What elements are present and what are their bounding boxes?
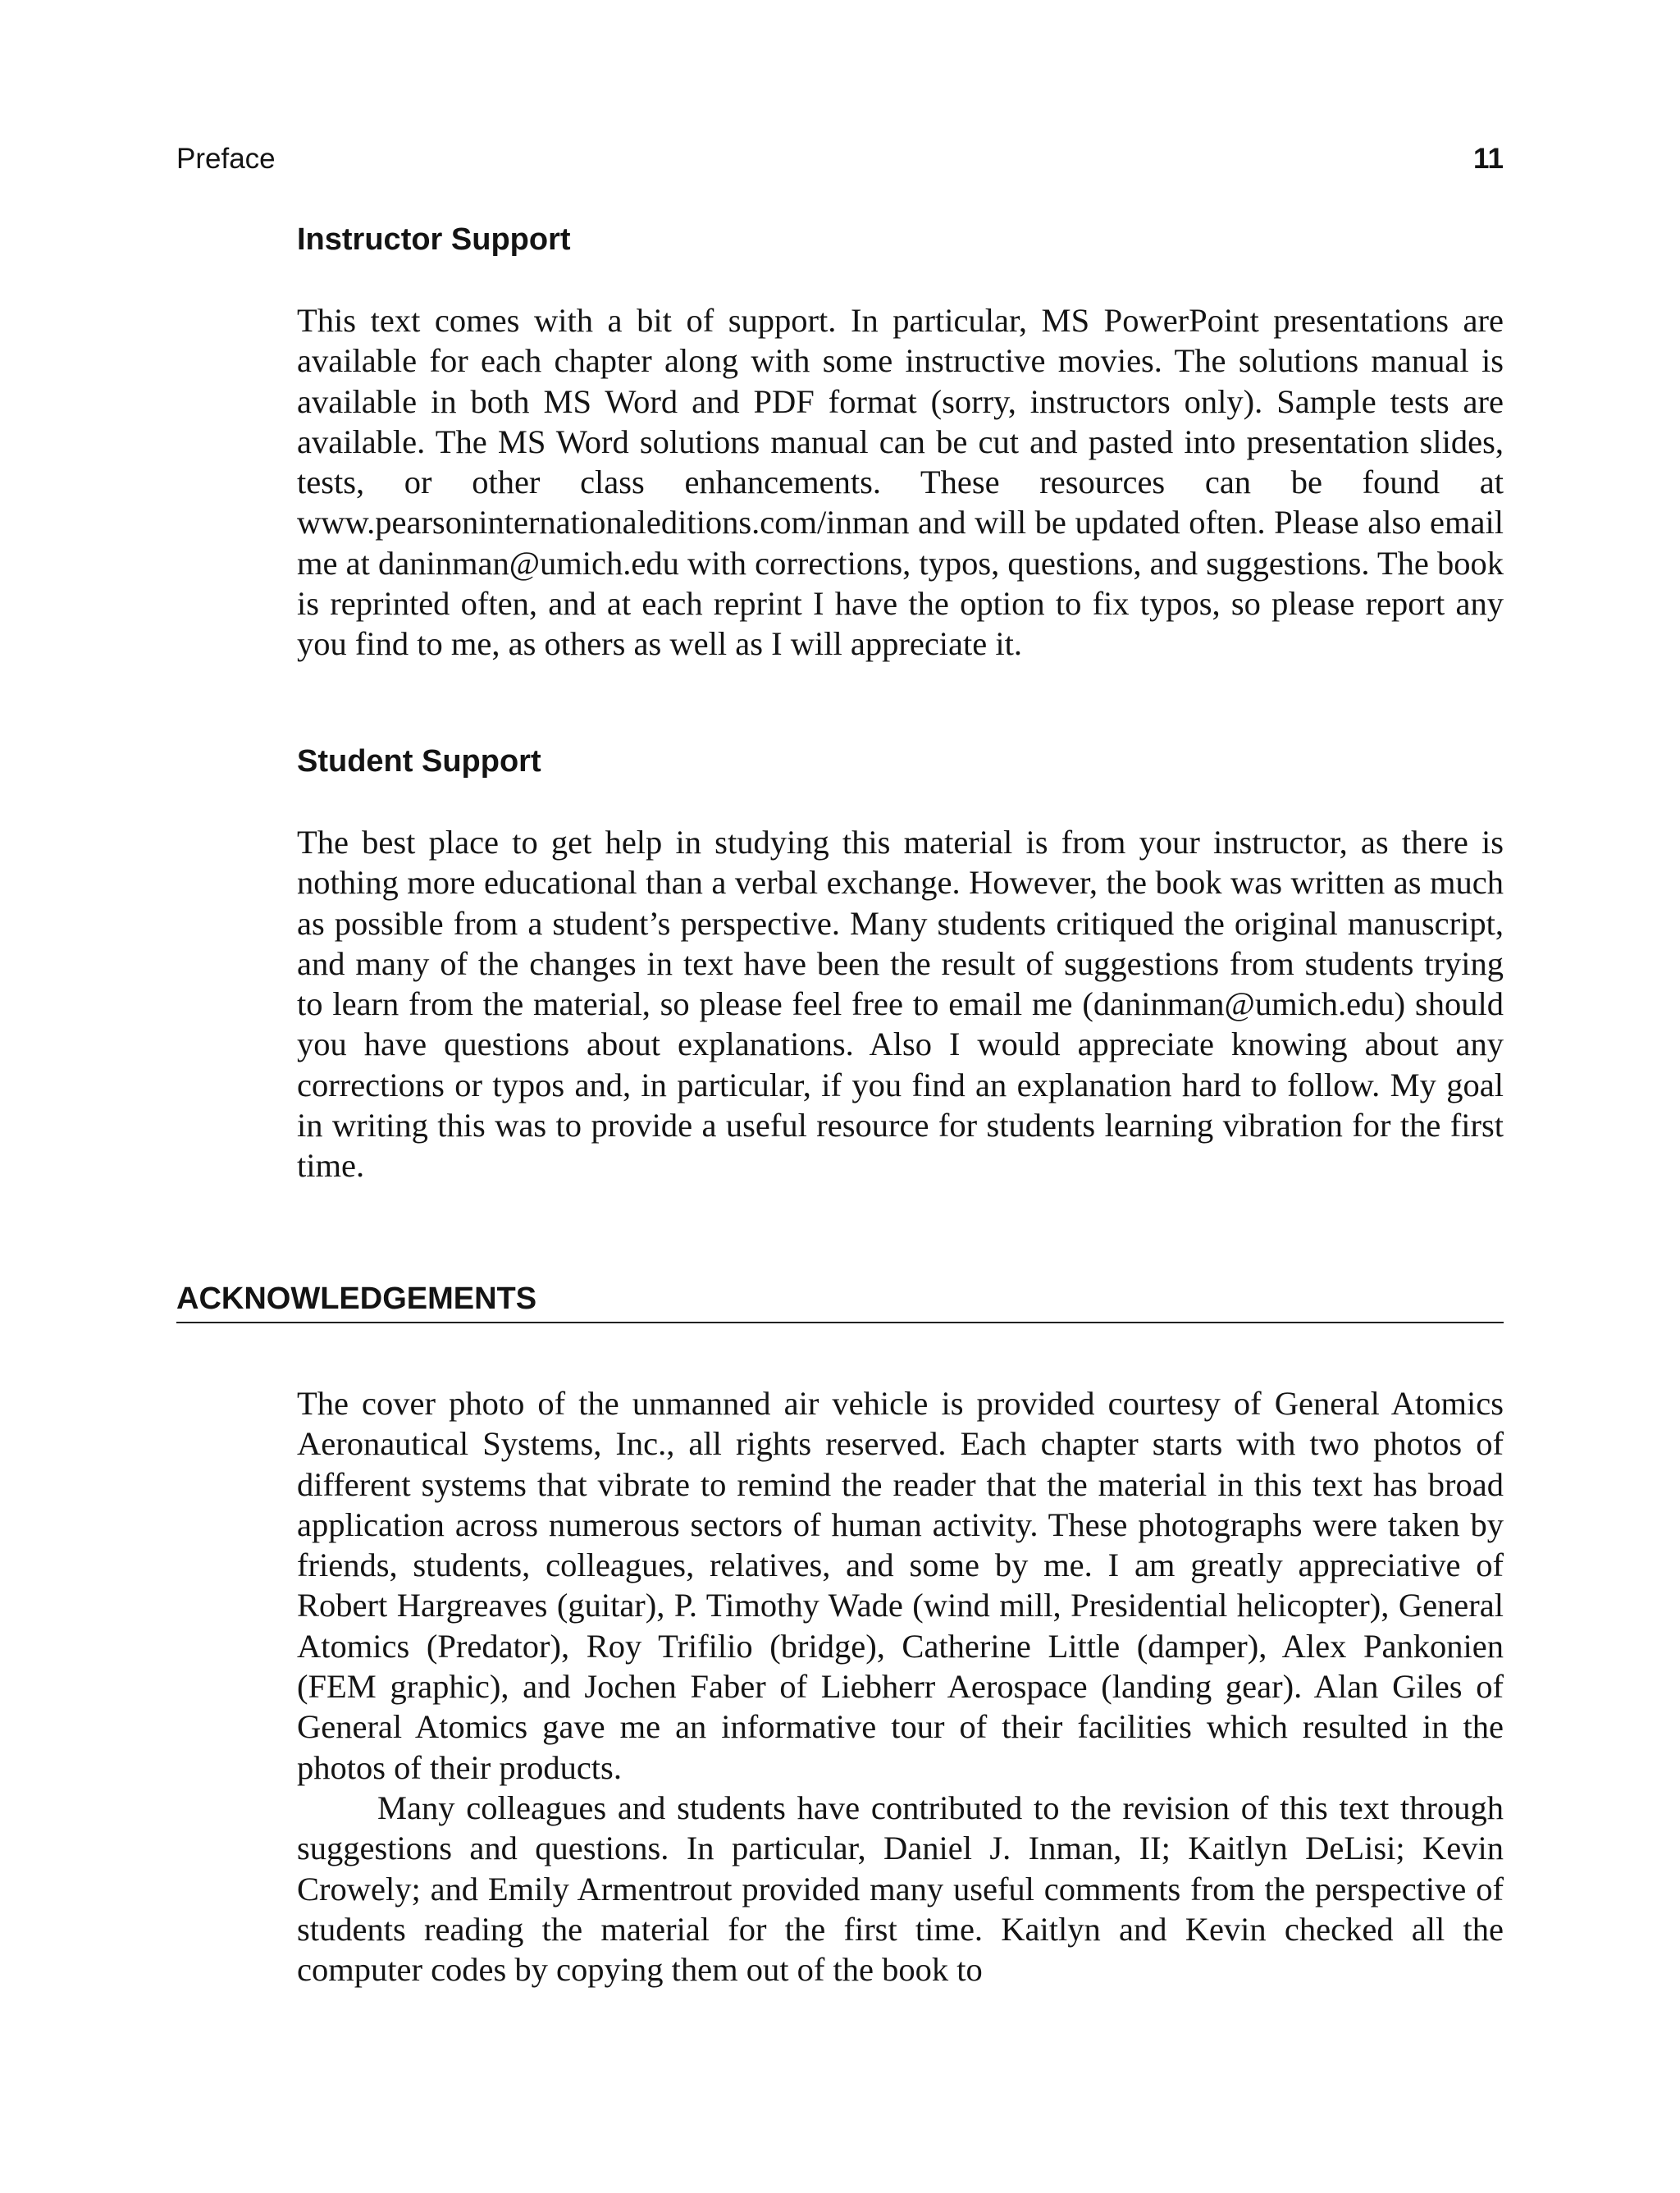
instructor-support-paragraph: This text comes with a bit of support. In particular, MS PowerPoint presentations are available for each chapter along with some instructive movies. The solutions manual is available in both MS Word and PDF format (sorry, instructors only). Sample tests are available. The MS Word solutions manual can be cut and pasted into presentation slides, tests, or other class enhancements. These resources can be found at www.pearsoninternationaleditions.com/inman and will be updated often. Please also email me at daninman@umich.edu with corrections, typos, questions, and suggestions. The book is reprinted often, and at each reprint I have the option to fix typos, so please report any you find to me, as others as well as I will appreciate it. [297, 302, 1504, 663]
acknowledgements-paragraph-2: Many colleagues and students have contributed to the revision of this text through suggestions and questions. In particular, Daniel J. Inman, II; Kaitlyn DeLisi; Kevin Crowely; and Emily Armentrout provided many useful comments from the perspective of students reading the material for the first time. Kaitlyn and Kevin checked all the computer codes by copying them out of the book to [297, 1789, 1504, 1989]
student-support-paragraph: The best place to get help in studying this material is from your instructor, as there is nothing more educational than a verbal exchange. However, the book was written as much as possible from a student’s perspective. Many students critiqued the original manuscript, and many of the changes in text have been the result of suggestions from students trying to learn from the material, so please feel free to email me (daninman@umich.edu) should you have questions about explanations. Also I would appreciate knowing about any corrections or typos and, in particular, if you find an explanation hard to follow. My goal in writing this was to provide a useful resource for students learning vibration for the first time. [297, 824, 1504, 1185]
running-head-section: Preface [176, 143, 276, 175]
acknowledgements-paragraph-1: The cover photo of the unmanned air vehicle is provided courtesy of General Atomics Aeronautical Systems, Inc., all rights reserved. Each chapter starts with two photos of different systems that vibrate to remind the reader that the material in this text has broad application across numerous sectors of human activity. These photographs were taken by friends, students, colleagues, relatives, and some by me. I am greatly appreciative of Robert Hargreaves (guitar), P. Timothy Wade (wind mill, Presidential helicopter), General Atomics (Predator), Roy Trifilio (bridge), Catherine Little (damper), Alex Pankonien (FEM graphic), and Jochen Faber of Liebherr Aerospace (landing gear). Alan Giles of General Atomics gave me an informative tour of their facilities which resulted in the photos of their products. [297, 1385, 1504, 1786]
running-head [176, 139, 1504, 179]
instructor-support-body [297, 300, 1504, 665]
student-support-heading: Student Support [297, 744, 541, 779]
student-support-body [297, 822, 1504, 1186]
page-number: 11 [1473, 143, 1504, 175]
instructor-support-heading: Instructor Support [297, 222, 571, 257]
acknowledgements-body [297, 1383, 1504, 1990]
acknowledgements-heading: ACKNOWLEDGEMENTS [176, 1276, 1504, 1323]
